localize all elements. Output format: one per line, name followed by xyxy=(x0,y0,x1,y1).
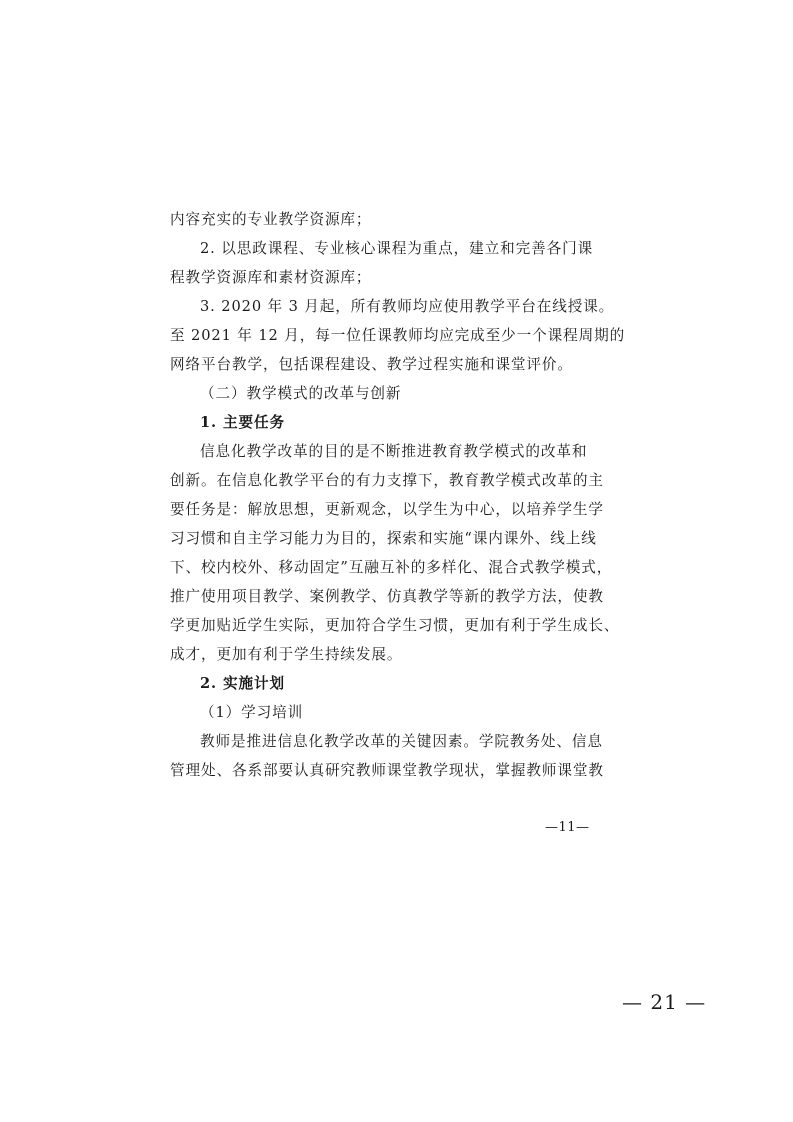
text-line: 创新。在信息化教学平台的有力支撑下，教育教学模式改革的主 xyxy=(170,472,604,489)
text-line: 成才，更加有利于学生持续发展。 xyxy=(170,646,403,663)
text-line: 网络平台教学，包括课程建设、教学过程实施和课堂评价。 xyxy=(170,356,573,373)
text-line: 内容充实的专业教学资源库； xyxy=(170,211,372,228)
text-line: 习习惯和自主学习能力为目的，探索和实施“课内课外、线上线 xyxy=(170,530,597,547)
text-line: 要任务是：解放思想，更新观念，以学生为中心，以培养学生学 xyxy=(170,501,604,518)
text-line: 管理处、各系部要认真研究教师课堂教学现状，掌握教师课堂教 xyxy=(170,762,604,779)
text-line: （1）学习培训 xyxy=(200,704,304,721)
section-heading: 2. 实施计划 xyxy=(200,675,285,692)
body-text xyxy=(170,205,626,785)
text-line: 教师是推进信息化教学改革的关键因素。学院教务处、信息 xyxy=(200,733,603,750)
outer-page-number: — 21 — xyxy=(622,990,707,1014)
text-line: 学更加贴近学生实际，更加符合学生习惯，更加有利于学生成长、 xyxy=(170,617,620,634)
text-line: 至 2021 年 12 月，每一位任课教师均应完成至少一个课程周期的 xyxy=(170,327,626,344)
text-line: 信息化教学改革的目的是不断推进教育教学模式的改革和 xyxy=(200,443,588,460)
text-line: 推广使用项目教学、案例教学、仿真教学等新的教学方法，使教 xyxy=(170,588,604,605)
text-line: 下、校内校外、移动固定”互融互补的多样化、混合式教学模式， xyxy=(170,559,613,576)
section-heading: 1. 主要任务 xyxy=(200,414,285,431)
inner-page-number: —11— xyxy=(545,820,590,835)
text-line: 程教学资源库和素材资源库； xyxy=(170,269,372,286)
text-line: 2. 以思政课程、专业核心课程为重点，建立和完善各门课 xyxy=(200,240,594,257)
text-line: （二）教学模式的改革与创新 xyxy=(200,385,402,402)
text-line: 3. 2020 年 3 月起，所有教师均应使用教学平台在线授课。 xyxy=(200,298,615,315)
